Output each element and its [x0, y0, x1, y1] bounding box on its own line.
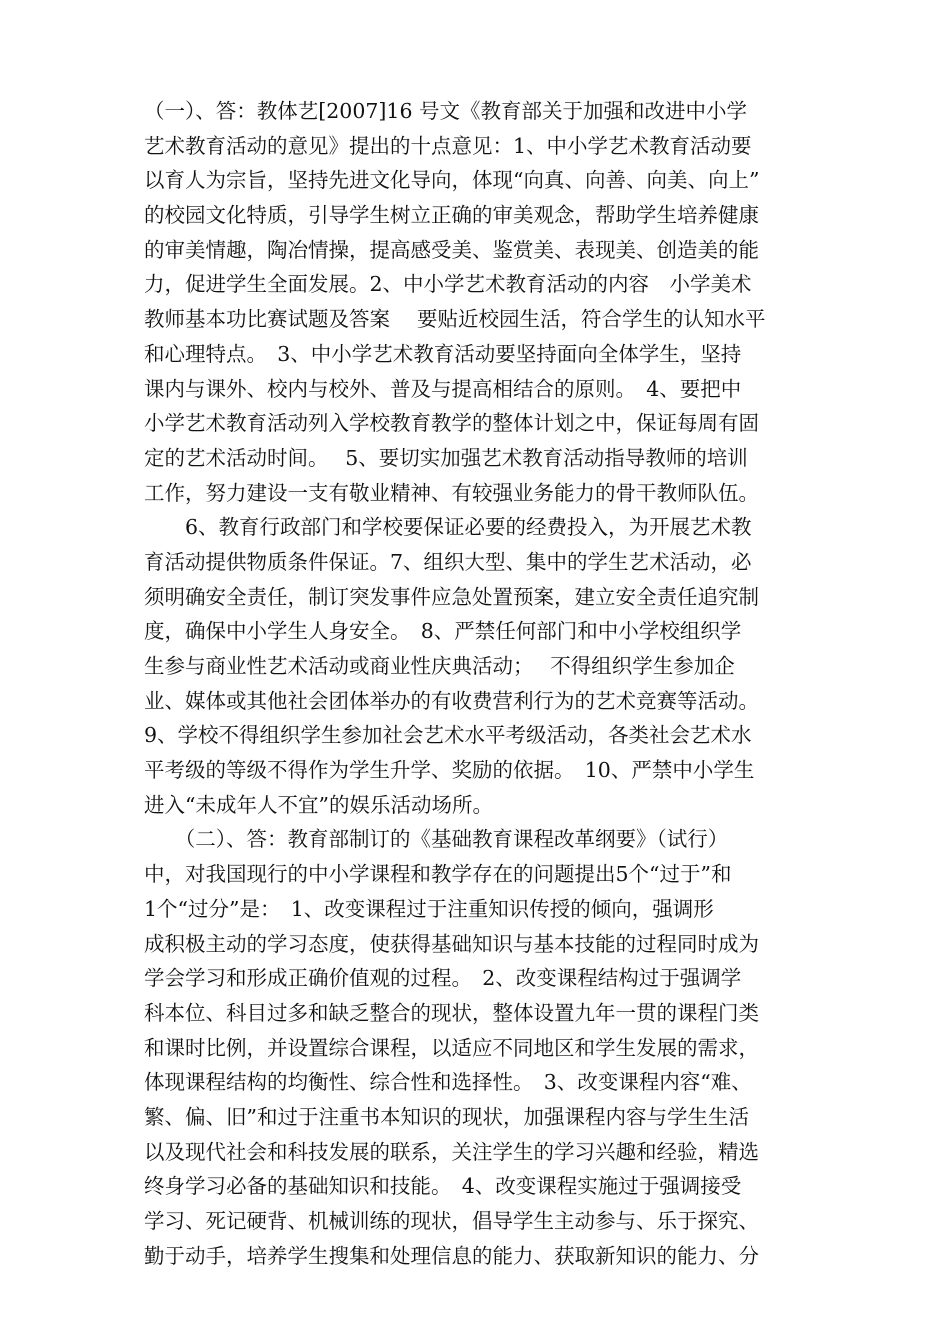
- text-line: 学会学习和形成正确价值观的过程。 2、改变课程结构过于强调学: [144, 966, 742, 991]
- text-line: 和课时比例，并设置综合课程，以适应不同地区和学生发展的需求，: [144, 1035, 759, 1060]
- document-body: [144, 94, 810, 1273]
- text-line: 终身学习必备的基础知识和技能。 4、改变课程实施过于强调接受: [144, 1174, 742, 1199]
- text-line: 9、学校不得组织学生参加社会艺术水平考级活动，各类社会艺术水: [144, 723, 752, 748]
- text-line: 勤于动手，培养学生搜集和处理信息的能力、获取新知识的能力、分: [144, 1243, 759, 1268]
- text-line: 进入“未成年人不宜”的娱乐活动场所。: [144, 792, 493, 817]
- text-line: 力，促进学生全面发展。2、中小学艺术教育活动的内容 小学美术: [144, 272, 752, 297]
- text-line: 中，对我国现行的中小学课程和教学存在的问题提出5个“过于”和: [144, 862, 732, 887]
- text-line: 艺术教育活动的意见》提出的十点意见：1、中小学艺术教育活动要: [144, 133, 752, 158]
- text-line: 生参与商业性艺术活动或商业性庆典活动； 不得组织学生参加企: [144, 654, 735, 678]
- text-line: 学习、死记硬背、机械训练的现状，倡导学生主动参与、乐于探究、: [144, 1209, 759, 1233]
- text-line: 6、教育行政部门和学校要保证必要的经费投入，为开展艺术教: [144, 515, 752, 540]
- text-line: 以及现代社会和科技发展的联系，关注学生的学习兴趣和经验，精选: [144, 1139, 759, 1164]
- text-line: 以育人为宗旨，坚持先进文化导向，体现“向真、向善、向美、向上”: [144, 168, 760, 193]
- text-line: 科本位、科目过多和缺乏整合的现状，整体设置九年一贯的课程门类: [144, 1000, 759, 1025]
- text-line: 繁、偏、旧”和过于注重书本知识的现状，加强课程内容与学生生活: [144, 1104, 749, 1129]
- text-line: 业、媒体或其他社会团体举办的有收费营利行为的艺术竞赛等活动。: [144, 688, 759, 713]
- text-line: （二）、答：教育部制订的《基础教育课程改革纲要》（试行）: [144, 827, 729, 852]
- text-line: 工作，努力建设一支有敬业精神、有较强业务能力的骨干教师队伍。: [144, 480, 759, 505]
- text-line: 体现课程结构的均衡性、综合性和选择性。 3、改变课程内容“难、: [144, 1070, 752, 1095]
- text-line: 小学艺术教育活动列入学校教育教学的整体计划之中，保证每周有固: [144, 411, 759, 436]
- text-line: 成积极主动的学习态度，使获得基础知识与基本技能的过程同时成为: [144, 931, 759, 956]
- text-line: 的审美情趣，陶冶情操，提高感受美、鉴赏美、表现美、创造美的能: [144, 237, 759, 262]
- text-line: 和心理特点。 3、中小学艺术教育活动要坚持面向全体学生，坚持: [144, 341, 742, 366]
- text-line: 课内与课外、校内与校外、普及与提高相结合的原则。 4、要把中: [144, 376, 742, 401]
- text-line: 度，确保中小学生人身安全。 8、严禁任何部门和中小学校组织学: [144, 619, 742, 644]
- text-line: 教师基本功比赛试题及答案 要贴近校园生活，符合学生的认知水平: [144, 307, 766, 332]
- text-line: 定的艺术活动时间。 5、要切实加强艺术教育活动指导教师的培训: [144, 445, 748, 470]
- text-line: 平考级的等级不得作为学生升学、奖励的依据。 10、严禁中小学生: [144, 758, 755, 783]
- text-line: 须明确安全责任，制订突发事件应急处置预案，建立安全责任追究制: [144, 584, 759, 609]
- text-line: 1个“过分”是： 1、改变课程过于注重知识传授的倾向，强调形: [144, 896, 714, 921]
- text-line: 育活动提供物质条件保证。7、组织大型、集中的学生艺术活动，必: [144, 549, 752, 574]
- text-line: 的校园文化特质，引导学生树立正确的审美观念，帮助学生培养健康: [144, 203, 759, 228]
- text-line: （一）、答：教体艺[2007]16 号文《教育部关于加强和改进中小学: [144, 99, 748, 123]
